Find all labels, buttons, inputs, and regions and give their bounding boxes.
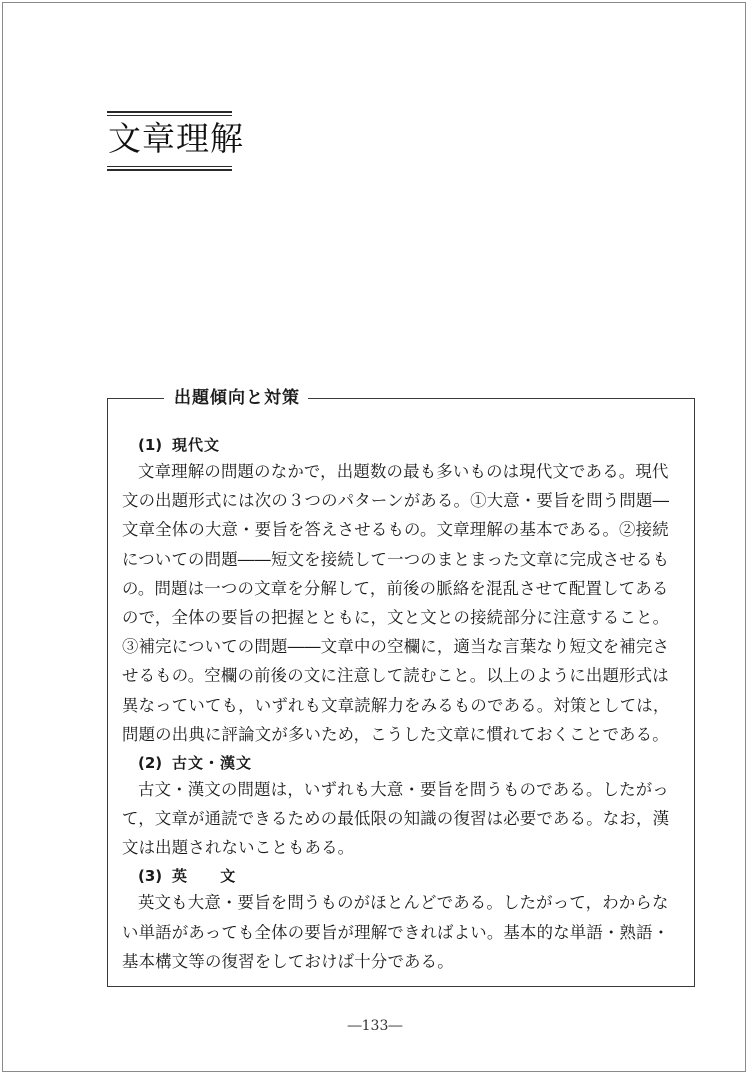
section-label: 現代文 [172, 436, 221, 454]
heading-rule-bottom [107, 166, 232, 171]
body-line: 異なっていても，いずれも文章読解力をみるものである。対策としては， [122, 695, 670, 715]
body-line: て，文章が通読できるための最低限の知識の復習は必要である。なお，漢 [122, 809, 670, 829]
section-label: 英 文 [172, 867, 250, 886]
body-line: ので，全体の要旨の把握とともに，文と文との接続部分に注意すること。 [122, 607, 670, 627]
body-line: 文章理解の問題のなかで，出題数の最も多いものは現代文である。現代 [138, 462, 669, 481]
body-line: ③補完についての問題――文章中の空欄に，適当な言葉なり短文を補完さ [122, 637, 670, 657]
section-number: (1) [138, 436, 163, 454]
body-line: 古文・漢文の問題は，いずれも大意・要旨を問うものである。したがっ [138, 779, 669, 799]
section-heading [122, 864, 690, 888]
body-line: の。問題は一つの文章を分解して，前後の脈絡を混乱させて配置してある [122, 578, 669, 598]
chapter-title: 文章理解 [108, 119, 244, 158]
section-heading [122, 433, 690, 457]
body-line: せるもの。空欄の前後の文に注意して読むこと。以上のように出題形式は [122, 666, 669, 686]
body-line: 問題の出典に評論文が多いため，こうした文章に慣れておくことである。 [122, 724, 669, 744]
section-label: 古文・漢文 [172, 753, 253, 772]
section-english-text [122, 864, 690, 976]
box-title: 出題傾向と対策 [164, 385, 308, 411]
section-heading [122, 751, 690, 775]
body-line: についての問題――短文を接続して一つのまとまった文章に完成させるも [122, 549, 670, 569]
chapter-heading [107, 111, 244, 171]
body-line: 文章全体の大意・要旨を答えさせるもの。文章理解の基本である。②接続 [122, 520, 669, 540]
body-line: い単語があっても全体の要旨が理解できればよい。基本的な単語・熟語・ [122, 922, 670, 942]
page-number: ―133― [347, 1018, 403, 1034]
body-line: 文は出題されないこともある。 [122, 838, 355, 858]
section-number: (3) [138, 867, 163, 886]
section-modern-text [122, 433, 690, 749]
trend-and-strategy-box [107, 388, 695, 987]
section-classical-text [122, 751, 690, 863]
body-line: 英文も大意・要旨を問うものがほとんどである。したがって，わからな [138, 893, 669, 913]
body-line: 基本構文等の復習をしておけば十分である。 [122, 951, 454, 971]
box-content [122, 433, 690, 976]
body-line: 文の出題形式には次の３つのパターンがある。①大意・要旨を問う問題― [122, 491, 670, 511]
section-number: (2) [138, 753, 163, 772]
